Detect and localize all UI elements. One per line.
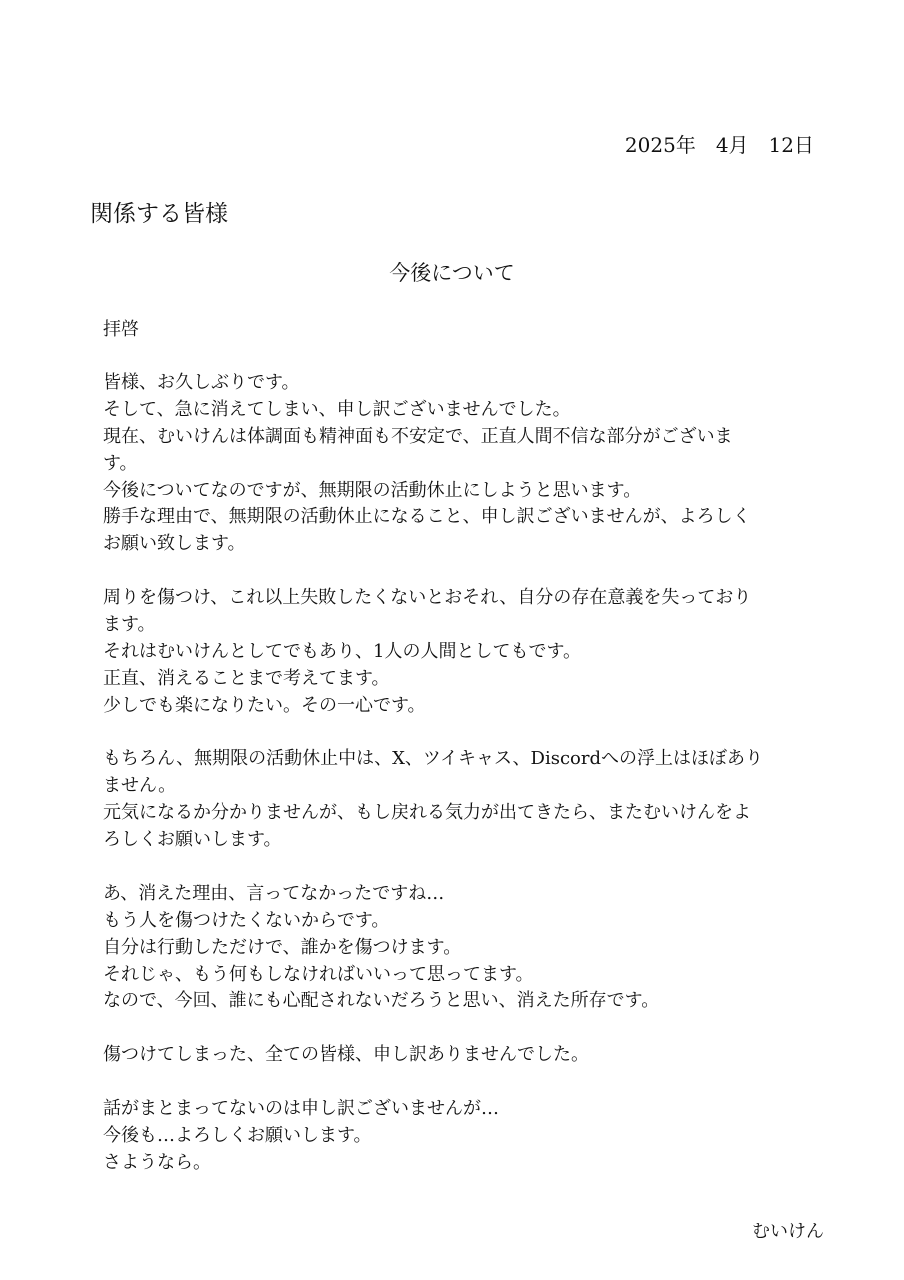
body-line: お願い致します。	[103, 533, 246, 555]
body-line: ます。	[103, 614, 156, 636]
body-line: 元気になるか分かりませんが、もし戻れる気力が出てきたら、またむいけんをよ	[103, 802, 751, 824]
blank-line	[103, 1015, 825, 1042]
body-line: ろしくお願いします。	[103, 829, 282, 851]
body-line: あ、消えた理由、言ってなかったですね…	[103, 882, 445, 904]
body-line: 自分は行動しただけで、誰かを傷つけます。	[103, 936, 462, 958]
blank-line	[103, 720, 825, 747]
body-line: もちろん、無期限の活動休止中は、X、ツイキャス、Discordへの浮上はほぼあり	[103, 748, 764, 770]
body-line: 勝手な理由で、無期限の活動休止になること、申し訳ございませんが、よろしく	[103, 506, 751, 528]
body-line: 周りを傷つけ、これ以上失敗したくないとおそれ、自分の存在意義を失っており	[103, 587, 752, 609]
body-line: そして、急に消えてしまい、申し訳ございませんでした。	[103, 398, 571, 420]
body-line: それじゃ、もう何もしなければいいって思ってます。	[103, 963, 534, 985]
blank-line	[103, 854, 825, 881]
body-line: 少しでも楽になりたい。その一心です。	[103, 694, 426, 716]
body-line: それはむいけんとしてでもあり、1人の人間としてもです。	[103, 640, 582, 662]
body-line: 今後も…よろしくお願いします。	[103, 1124, 372, 1146]
body-line: 今後についてなのですが、無期限の活動休止にしようと思います。	[103, 479, 642, 501]
body-line: 正直、消えることまで考えてます。	[103, 667, 390, 689]
letter-addressee: 関係する皆様	[90, 201, 228, 227]
body-line: さようなら。	[103, 1151, 211, 1173]
body-line: ません。	[103, 775, 177, 797]
body-line: なので、今回、誰にも心配されないだろうと思い、消えた所存です。	[103, 990, 660, 1012]
body-line: 話がまとまってないのは申し訳ございませんが…	[103, 1098, 499, 1120]
body-line: もう人を傷つけたくないからです。	[103, 909, 390, 931]
letter-title: 今後について	[389, 261, 515, 285]
letter-body	[103, 370, 825, 1177]
body-line: 皆様、お久しぶりです。	[103, 372, 300, 393]
body-line: 傷つけてしまった、全ての皆様、申し訳ありませんでした。	[103, 1044, 589, 1066]
blank-line	[103, 1069, 825, 1096]
body-line: 現在、むいけんは体調面も精神面も不安定で、正直人間不信な部分がございま	[103, 425, 733, 447]
body-line: す。	[103, 452, 138, 474]
letter-greeting: 拝啓	[103, 319, 139, 340]
blank-line	[103, 558, 825, 585]
letter-date: 2025年 4月 12日	[624, 133, 814, 157]
letter-signature: むいけん	[752, 1221, 824, 1242]
